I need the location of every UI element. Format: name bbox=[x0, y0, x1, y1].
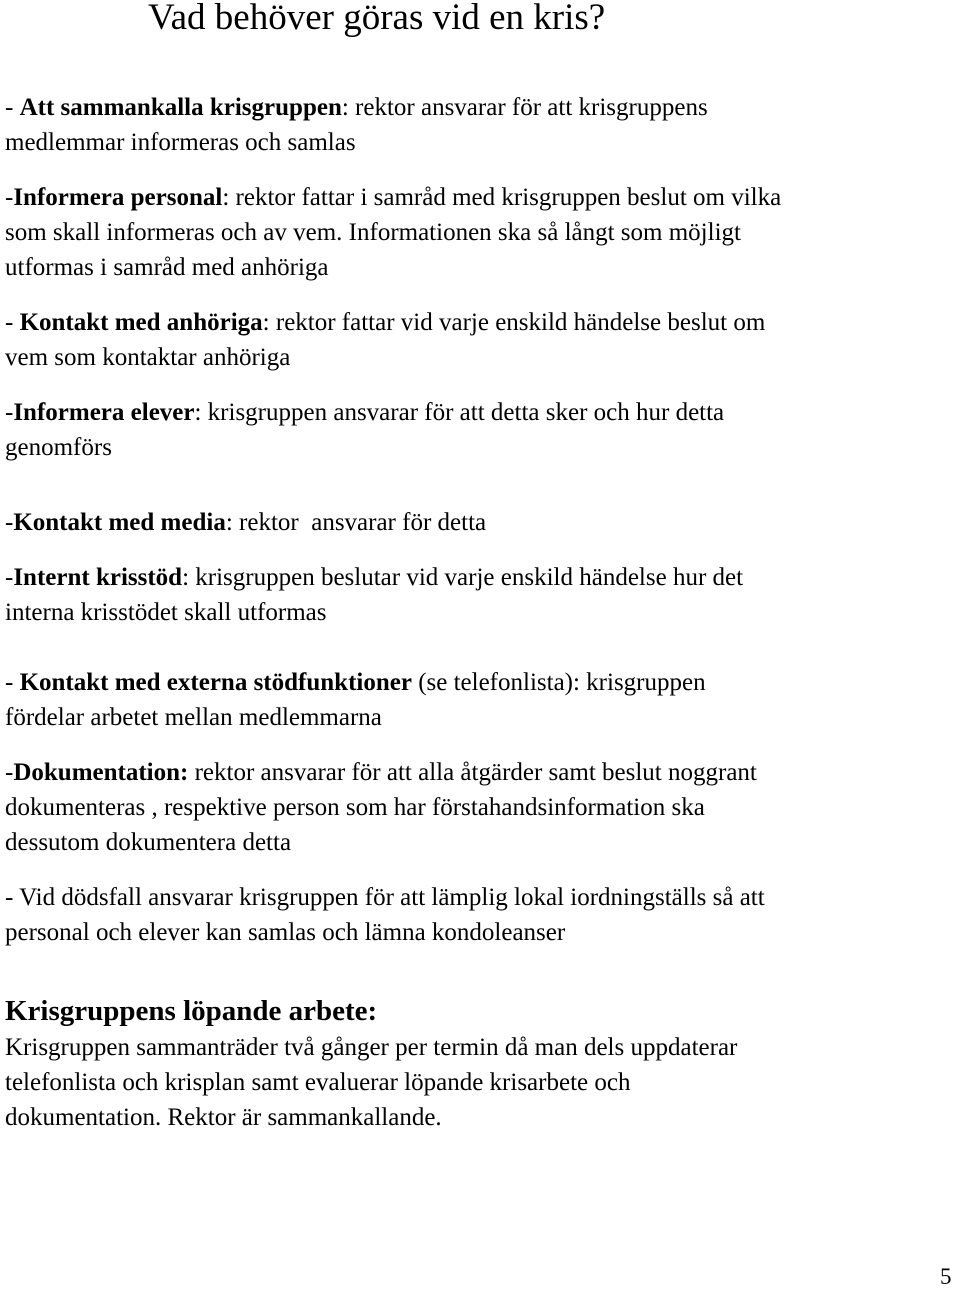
list-item-kontakt-media bbox=[5, 505, 955, 540]
item-line-1 bbox=[5, 395, 955, 430]
item-prefix: - bbox=[5, 669, 20, 696]
item-text: (se telefonlista): krisgruppen bbox=[411, 669, 706, 696]
list-item-informera-personal bbox=[5, 180, 955, 285]
item-line-1: - Vid dödsfall ansvarar krisgruppen för att lämplig lokal iordningställs så att bbox=[5, 884, 765, 911]
item-prefix: - bbox=[5, 184, 14, 211]
item-line-2: dokumenteras , respektive person som har förstahandsinformation ska bbox=[5, 794, 705, 821]
item-line-1 bbox=[5, 180, 955, 215]
item-label: Internt krisstöd bbox=[13, 564, 183, 591]
item-line-2: personal och elever kan samlas och lämna kondoleanser bbox=[5, 919, 566, 946]
item-line-1 bbox=[5, 90, 955, 125]
item-label: Informera elever bbox=[13, 399, 195, 426]
list-item-externa-stodfunktioner bbox=[5, 665, 955, 735]
item-line-2: fördelar arbetet mellan medlemmarna bbox=[5, 704, 382, 731]
section-body bbox=[5, 1030, 955, 1135]
item-label: Kontakt med media bbox=[13, 509, 226, 536]
section-heading: Krisgruppens löpande arbete: bbox=[5, 995, 378, 1027]
item-line-1 bbox=[5, 755, 955, 790]
page-number: 5 bbox=[940, 1264, 952, 1289]
item-label: Dokumentation: bbox=[13, 759, 189, 786]
item-line-3: utformas i samråd med anhöriga bbox=[5, 254, 329, 281]
list-item-internt-krisstod bbox=[5, 560, 955, 630]
item-text: rektor ansvarar för att alla åtgärder samt beslut noggrant bbox=[188, 759, 757, 786]
section-line-3: dokumentation. Rektor är sammankallande. bbox=[5, 1104, 442, 1131]
item-prefix: - bbox=[5, 564, 14, 591]
page-title: Vad behöver göras vid en kris? bbox=[148, 0, 606, 38]
item-line-1 bbox=[5, 305, 955, 340]
item-line-2: genomförs bbox=[5, 434, 112, 461]
item-label: Kontakt med anhöriga bbox=[19, 309, 263, 336]
list-item-dokumentation bbox=[5, 755, 955, 860]
item-label: Kontakt med externa stödfunktioner bbox=[19, 669, 412, 696]
item-label: Informera personal bbox=[13, 184, 223, 211]
item-text: : rektor fattar i samråd med krisgruppen beslut om vilka bbox=[222, 184, 782, 211]
item-prefix: - bbox=[5, 759, 14, 786]
item-text: : krisgruppen beslutar vid varje enskild händelse hur det bbox=[182, 564, 744, 591]
item-line-2: interna krisstödet skall utformas bbox=[5, 599, 327, 626]
item-line-3: dessutom dokumentera detta bbox=[5, 829, 292, 856]
item-line-2: som skall informeras och av vem. Informationen ska så långt som möjligt bbox=[5, 219, 741, 246]
item-text: : krisgruppen ansvarar för att detta sker och hur detta bbox=[194, 399, 725, 426]
item-prefix: - bbox=[5, 309, 20, 336]
item-label: Att sammankalla krisgruppen bbox=[19, 94, 342, 121]
item-text: : rektor ansvarar för detta bbox=[225, 509, 487, 536]
list-item-kontakt-anhoriga bbox=[5, 305, 955, 375]
list-item-sammankalla bbox=[5, 90, 955, 160]
item-text: : rektor ansvarar för att krisgruppens bbox=[341, 94, 708, 121]
item-prefix: - bbox=[5, 94, 20, 121]
item-prefix: - bbox=[5, 399, 14, 426]
item-text: : rektor fattar vid varje enskild händelse beslut om bbox=[262, 309, 766, 336]
item-line-1 bbox=[5, 665, 955, 700]
item-line-1 bbox=[5, 560, 955, 595]
section-line-1: Krisgruppen sammanträder två gånger per termin då man dels uppdaterar bbox=[5, 1034, 738, 1061]
list-item-dodsfall bbox=[5, 880, 955, 950]
item-prefix: - bbox=[5, 509, 14, 536]
item-line-1 bbox=[5, 505, 955, 540]
item-line-2: medlemmar informeras och samlas bbox=[5, 129, 356, 156]
list-item-informera-elever bbox=[5, 395, 955, 465]
item-line-2: vem som kontaktar anhöriga bbox=[5, 344, 291, 371]
section-line-2: telefonlista och krisplan samt evaluerar löpande krisarbete och bbox=[5, 1069, 631, 1096]
